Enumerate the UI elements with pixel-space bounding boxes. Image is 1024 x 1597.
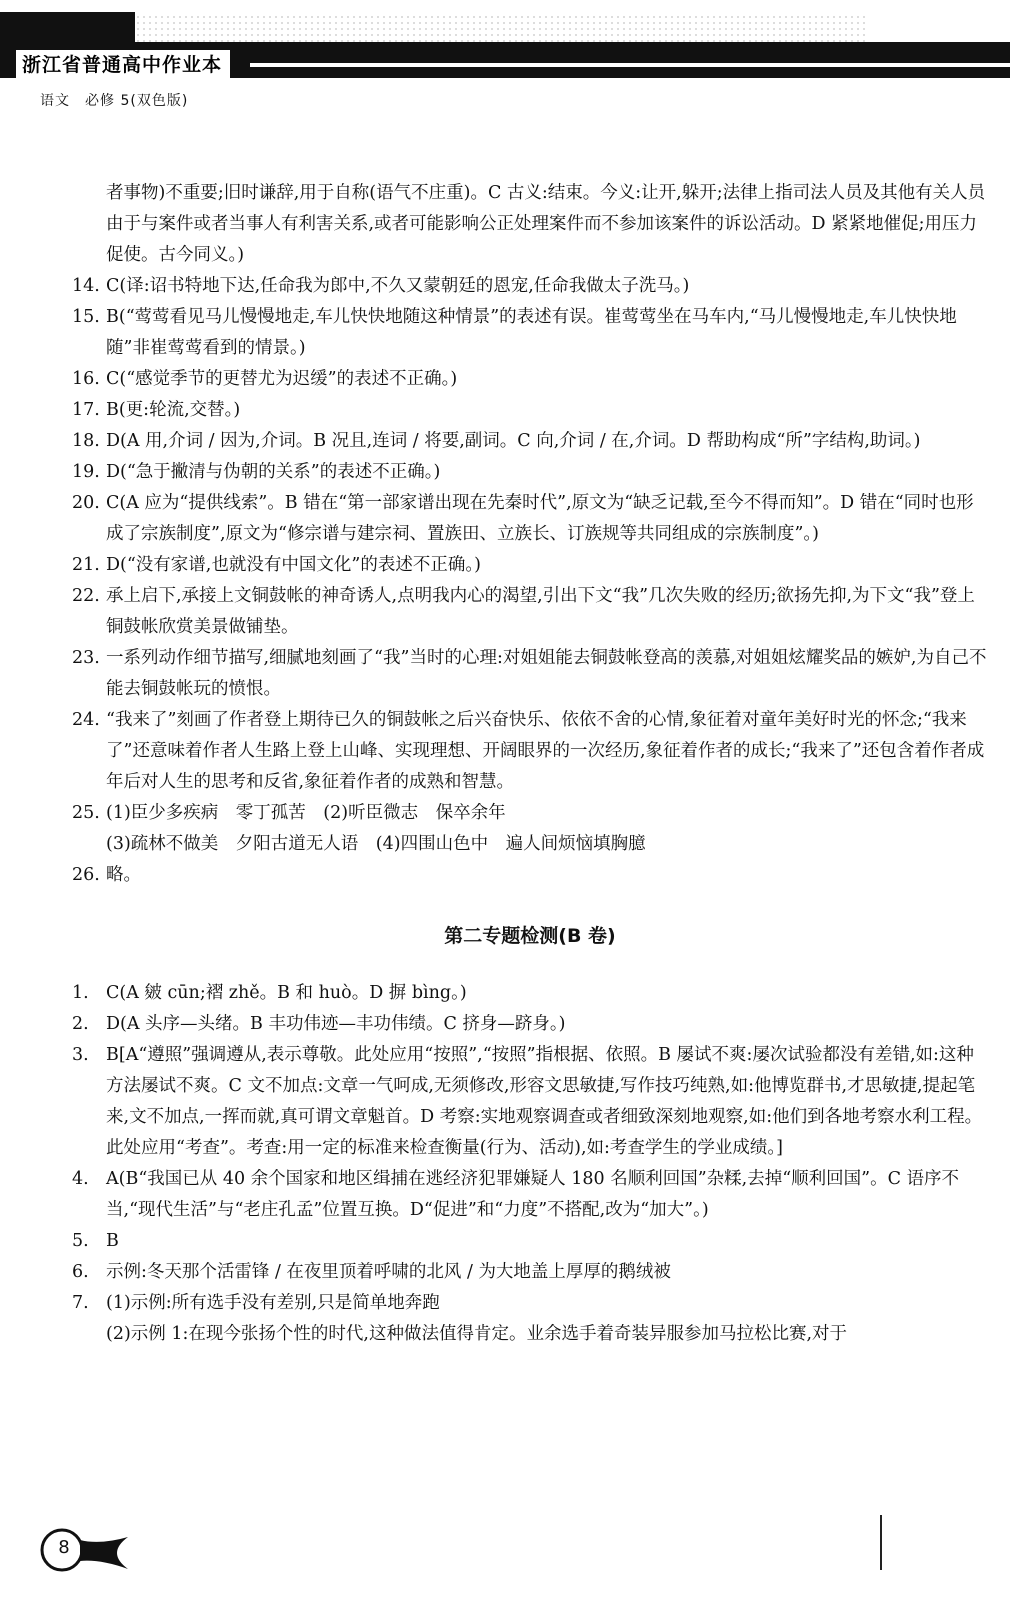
answer-text: 略。 [106, 865, 141, 885]
answer-text: D(“没有家谱,也就没有中国文化”的表述不正确。) [106, 555, 481, 575]
section-title: 第二专题检测(B 卷) [444, 925, 616, 947]
answer-item [72, 1288, 988, 1319]
answer-number: 20. [72, 493, 100, 513]
answer-content [72, 178, 988, 1350]
answer-text: B[A“遵照”强调遵从,表示尊敬。此处应用“按照”,“按照”指根据、依照。B 屡试不爽:屡次试验都没有差错,如:这种方法屡试不爽。C 文不加点:文章一气呵成,无须修改,形容文思敏捷,写作技巧纯熟,如:他博览群书,才思敏捷,提起笔来,文不加点,一挥而就,真可谓文章魁首。D 考察:实地观察调查或者细致深刻地观察,如:他们到各地考察水利工程。此处应用“考查”。考查:用一定的标准来检查衡量(行为、活动),如:考查学生的学业成绩。] [106, 1045, 983, 1158]
answer-item [72, 643, 988, 705]
answer-item [72, 581, 988, 643]
answer-text: C(A 皴 cūn;褶 zhě。B 和 huò。D 摒 bìng。) [106, 983, 467, 1003]
answer-number: 25. [72, 803, 100, 823]
answer-number: 17. [72, 400, 100, 420]
answer-text: D(A 用,介词 / 因为,介词。B 况且,连词 / 将要,副词。C 向,介词 / 在,介词。D 帮助构成“所”字结构,助词。) [106, 431, 921, 451]
answer-item [72, 395, 988, 426]
answer-number: 3. [72, 1045, 89, 1065]
answer-number: 26. [72, 865, 100, 885]
answer-item [72, 978, 988, 1009]
header-rule [250, 63, 1010, 67]
answer-number: 19. [72, 462, 100, 482]
answer-item [72, 1164, 988, 1226]
answer-number: 2. [72, 1014, 89, 1034]
answer-number: 24. [72, 710, 100, 730]
answer-item [72, 488, 988, 550]
answer-text: D(“急于撇清与伪朝的关系”的表述不正确。) [106, 462, 441, 482]
answer-item [72, 829, 988, 860]
answer-number: 21. [72, 555, 100, 575]
book-subtitle: 语文 必修 5(双色版) [40, 93, 189, 109]
answer-number: 18. [72, 431, 100, 451]
answer-number: 4. [72, 1169, 89, 1189]
answer-item [72, 302, 988, 364]
answer-item [72, 1009, 988, 1040]
answer-text: B [106, 1231, 119, 1251]
answer-item [72, 426, 988, 457]
answer-number: 5. [72, 1231, 89, 1251]
answer-item [72, 457, 988, 488]
header-dot-pattern [135, 14, 865, 42]
answer-text: B(更:轮流,交替。) [106, 400, 241, 420]
answer-item [72, 1319, 988, 1350]
answer-item [72, 550, 988, 581]
answer-number: 15. [72, 307, 100, 327]
answer-number [72, 829, 106, 860]
answer-number: 14. [72, 276, 100, 296]
answer-item [72, 798, 988, 829]
answer-text: 承上启下,承接上文铜鼓帐的神奇诱人,点明我内心的渴望,引出下文“我”几次失败的经历;欲扬先抑,为下文“我”登上铜鼓帐欣赏美景做铺垫。 [106, 586, 975, 637]
answer-item [72, 364, 988, 395]
answer-item [72, 705, 988, 798]
answer-item [72, 1257, 988, 1288]
page-number: 8 [58, 1537, 70, 1558]
answer-number: 1. [72, 983, 89, 1003]
intro-line: 者事物)不重要;旧时谦辞,用于自称(语气不庄重)。C 古义:结束。今义:让开,躲开;法律上指司法人员及其他有关人员由于与案件或者当事人有利害关系,或者可能影响公正处理案件而不参加该案件的诉讼活动。D 紧紧地催促;用压力促使。古今同义。) [106, 183, 986, 265]
answer-number: 23. [72, 648, 100, 668]
answer-number: 22. [72, 586, 100, 606]
answer-text: B(“莺莺看见马儿慢慢地走,车儿快快地随这种情景”的表述有误。崔莺莺坐在马车内,“马儿慢慢地走,车儿快快地随”非崔莺莺看到的情景。) [106, 307, 957, 358]
answer-item [72, 271, 988, 302]
answer-text: (2)示例 1:在现今张扬个性的时代,这种做法值得肯定。业余选手着奇装异服参加马拉松比赛,对于 [106, 1324, 848, 1344]
answer-number: 16. [72, 369, 100, 389]
answer-number: 7. [72, 1293, 89, 1313]
answer-text: 一系列动作细节描写,细腻地刻画了“我”当时的心理:对姐姐能去铜鼓帐登高的羡慕,对姐姐炫耀奖品的嫉妒,为自己不能去铜鼓帐玩的愤恨。 [106, 648, 987, 699]
answer-text: “我来了”刻画了作者登上期待已久的铜鼓帐之后兴奋快乐、依依不舍的心情,象征着对童年美好时光的怀念;“我来了”还意味着作者人生路上登上山峰、实现理想、开阔眼界的一次经历,象征着作者的成长;“我来了”还包含着作者成年后对人生的思考和反省,象征着作者的成熟和智慧。 [106, 710, 985, 792]
answer-text: (3)疏林不做美 夕阳古道无人语 (4)四围山色中 遍人间烦恼填胸臆 [106, 834, 646, 854]
intro-block [72, 178, 988, 271]
answer-item [72, 1040, 988, 1164]
answer-text: C(A 应为“提供线索”。B 错在“第一部家谱出现在先秦时代”,原文为“缺乏记载,至今不得而知”。D 错在“同时也形成了宗族制度”,原文为“修宗谱与建宗祠、置族田、立族长、订族规等共同组成的宗族制度”。) [106, 493, 974, 544]
answer-number: 6. [72, 1262, 89, 1282]
answers-part-b [72, 978, 988, 1350]
answer-number [72, 1319, 106, 1350]
answer-text: A(B“我国已从 40 余个国家和地区缉捕在逃经济犯罪嫌疑人 180 名顺利回国”杂糅,去掉“顺利回国”。C 语序不当,“现代生活”与“老庄孔孟”位置互换。D“促进”和“力度”不搭配,改为“加大”。) [106, 1169, 960, 1220]
answer-text: (1)臣少多疾病 零丁孤苦 (2)听臣微志 保卒余年 [106, 803, 506, 823]
answers-part-a [72, 271, 988, 891]
answer-text: C(译:诏书特地下达,任命我为郎中,不久又蒙朝廷的恩宠,任命我做太子洗马。) [106, 276, 690, 296]
answer-text: D(A 头序—头绪。B 丰功伟迹—丰功伟绩。C 挤身—跻身。) [106, 1014, 566, 1034]
header-tab [0, 12, 135, 42]
answer-item [72, 1226, 988, 1257]
answer-text: C(“感觉季节的更替尤为迟缓”的表述不正确。) [106, 369, 458, 389]
answer-text: 示例:冬天那个活雷锋 / 在夜里顶着呼啸的北风 / 为大地盖上厚厚的鹅绒被 [106, 1262, 671, 1282]
margin-mark [880, 1515, 882, 1570]
answer-text: (1)示例:所有选手没有差别,只是简单地奔跑 [106, 1293, 440, 1313]
series-title: 浙江省普通高中作业本 [16, 50, 230, 80]
answer-item [72, 860, 988, 891]
